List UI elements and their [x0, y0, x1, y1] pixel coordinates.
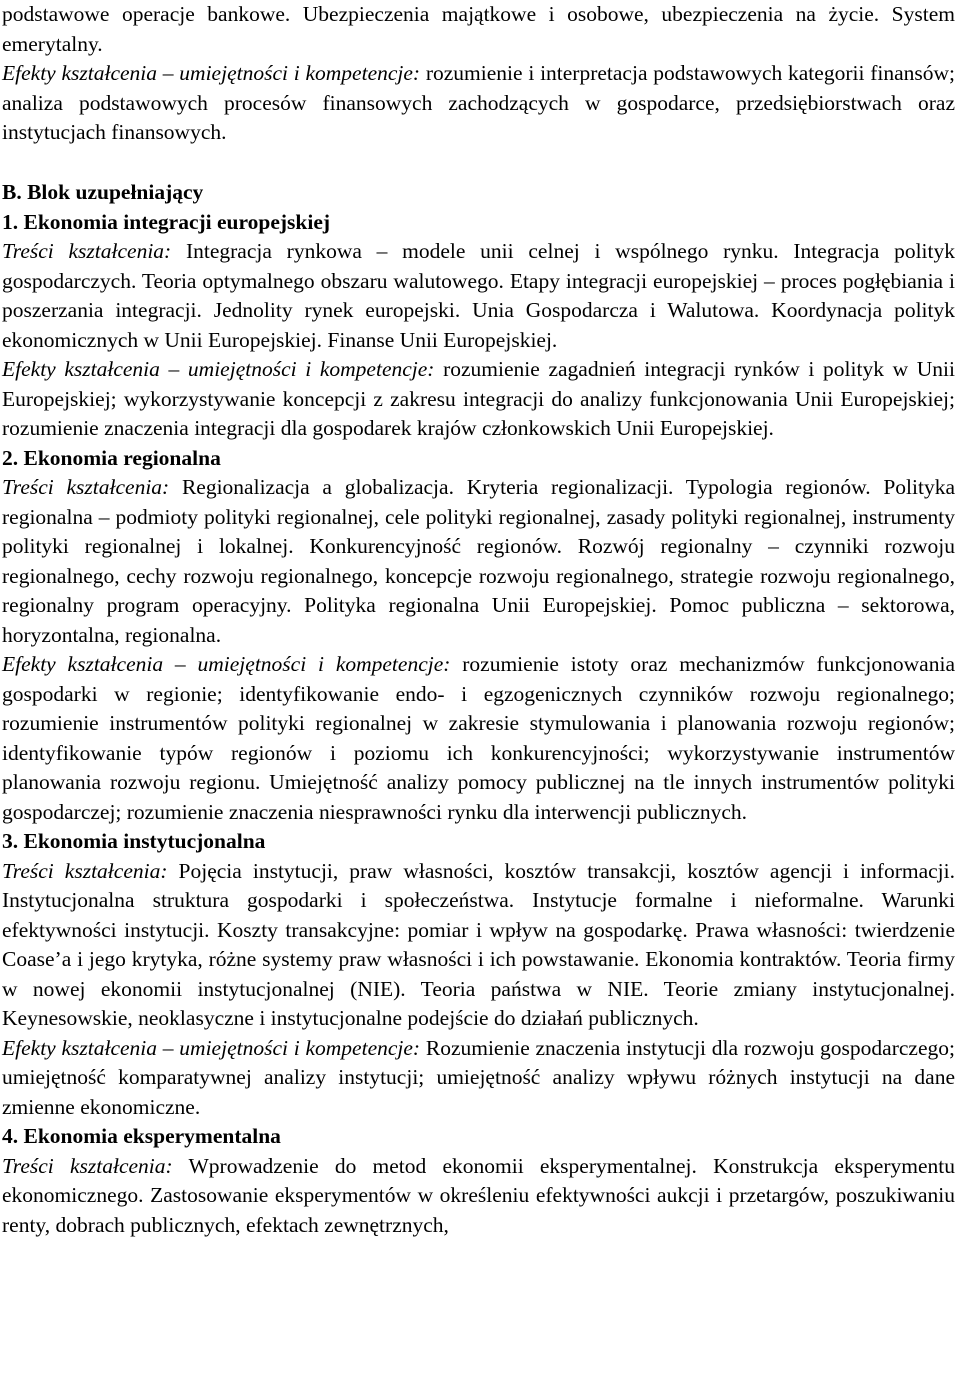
- section-4-content: [2, 1152, 955, 1241]
- top-continuation: [2, 0, 955, 148]
- continuation-text: podstawowe operacje bankowe. Ubezpieczenia majątkowe i osobowe, ubezpieczenia na życie. System emerytalny.: [2, 2, 955, 56]
- effects-label: Efekty kształcenia – umiejętności i kompetencje:: [2, 61, 421, 85]
- block-b: [2, 178, 955, 1240]
- section-2-content: [2, 473, 955, 650]
- section-3-heading: 3. Ekonomia instytucjonalna: [2, 829, 266, 853]
- section-1-heading: 1. Ekonomia integracji europejskiej: [2, 209, 331, 234]
- block-heading: B. Blok uzupełniający: [2, 180, 204, 204]
- effects-text: rozumienie istoty oraz mechanizmów funkcjonowania gospodarki w regionie; identyfikowanie endo- i egzogenicznych czynników rozwoju regionalnego; rozumienie instrumentów polityki regionalnej w zakresie stymulowania i planowania rozwoju regionów; identyfikowanie typów regionów i poziomu ich konkurencyjności; wykorzystywanie instrumentów planowania rozwoju regionu. Umiejętność analizy pomocy publicznej na tle innych instrumentów polityki gospodarczej; rozumienie znaczenia niesprawności rynku dla interwencji publicznych.: [2, 652, 955, 824]
- effects-label: Efekty kształcenia – umiejętności i kompetencje:: [2, 652, 451, 676]
- section-3-content: [2, 857, 955, 1034]
- content-label: Treści kształcenia:: [2, 239, 172, 263]
- effects-label: Efekty kształcenia – umiejętności i kompetencje:: [2, 1035, 421, 1060]
- section-4-heading: 4. Ekonomia eksperymentalna: [2, 1124, 281, 1148]
- effects-text: rozumienie zagadnień integracji rynków i polityk w Unii Europejskiej; wykorzystywanie koncepcji z zakresu integracji do analizy funkcjonowania Unii Europejskiej; rozumienie znaczenia integracji dla gospodarek krajów członkowskich Unii Europejskiej.: [2, 357, 955, 440]
- content-text: Regionalizacja a globalizacja. Kryteria regionalizacji. Typologia regionów. Polityka regionalna – podmioty polityki regionalnej, cele polityki regionalnej, zasady polityki regionalnej, instrumenty polityki regionalnej i lokalnej. Konkurencyjność regionów. Rozwój regionalny – czynniki rozwoju regionalnego, cechy rozwoju regionalnego, koncepcje rozwoju regionalnego, strategie rozwoju regionalnego, regionalny program operacyjny. Polityka regionalna Unii Europejskiej. Pomoc publiczna – sektorowa, horyzontalna, regionalna.: [2, 475, 955, 647]
- content-text: Pojęcia instytucji, praw własności, kosztów transakcji, kosztów agencji i informacji. Instytucjonalna struktura gospodarki i społeczeństwa. Instytucje formalne i nieformalne. Warunki efektywności instytucji. Koszty transakcyjne: pomiar i wpływ na gospodarkę. Prawa własności: twierdzenie Coase’a i jego krytyka, różne systemy praw własności i ich powstawanie. Ekonomia kontraktów. Teoria firmy w nowej ekonomii instytucjonalnej (NIE). Teoria państwa w NIE. Teorie zmiany instytucjonalnej. Keynesowskie, neoklasyczne i instytucjonalne podejście do działań publicznych.: [2, 858, 955, 1030]
- section-3-effects: [2, 1034, 955, 1123]
- content-label: Treści kształcenia:: [2, 1153, 173, 1178]
- effects-label: Efekty kształcenia – umiejętności i kompetencje:: [2, 357, 435, 381]
- content-text: Wprowadzenie do metod ekonomii eksperymentalnej. Konstrukcja eksperymentu ekonomicznego. Zastosowanie eksperymentów w określeniu efektywności aukcji i przetargów, poszukiwaniu renty, dobrach publicznych, efektach zewnętrznych,: [2, 1153, 955, 1237]
- effects-text: rozumienie i interpretacja podstawowych kategorii finansów; analiza podstawowych procesów finansowych zachodzących w gospodarce, przedsiębiorstwach oraz instytucjach finansowych.: [2, 61, 955, 144]
- effects-text: Rozumienie znaczenia instytucji dla rozwoju gospodarczego; umiejętność komparatywnej analizy instytucji; umiejętność analizy wpływu różnych instytucji na dane zmienne ekonomiczne.: [2, 1035, 955, 1119]
- section-2-heading: 2. Ekonomia regionalna: [2, 445, 221, 470]
- content-text: Integracja rynkowa – modele unii celnej i wspólnego rynku. Integracja polityk gospodarczych. Teoria optymalnego obszaru walutowego. Etapy integracji europejskiej – proces pogłębiania i poszerzania integracji. Jednolity rynek europejski. Unia Gospodarcza i Walutowa. Koordynacja polityk ekonomicznych w Unii Europejskiej. Finanse Unii Europejskiej.: [2, 239, 955, 352]
- section-2-effects: [2, 650, 955, 827]
- section-1-content: [2, 237, 955, 355]
- section-1-effects: [2, 355, 955, 444]
- content-label: Treści kształcenia:: [2, 858, 168, 883]
- top-effects: [2, 59, 955, 148]
- content-label: Treści kształcenia:: [2, 475, 170, 499]
